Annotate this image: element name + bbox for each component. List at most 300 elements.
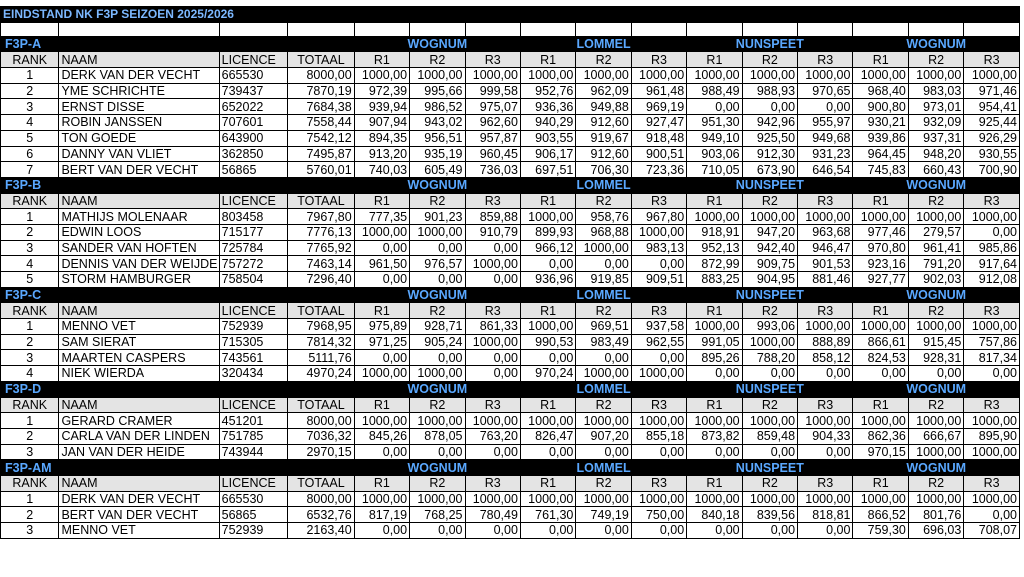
score-cell: 1000,00 <box>853 209 908 225</box>
score-cell: 845,26 <box>354 428 409 444</box>
score-cell: 761,30 <box>520 507 575 523</box>
score-cell: 960,45 <box>465 146 520 162</box>
score-cell: 700,90 <box>964 162 1020 178</box>
score-cell: 839,56 <box>742 507 797 523</box>
score-cell: 0,00 <box>354 272 409 288</box>
score-cell: 872,99 <box>687 256 742 272</box>
score-cell: 970,24 <box>520 366 575 382</box>
score-cell: 1000,00 <box>354 366 409 382</box>
score-cell: 858,12 <box>798 350 853 366</box>
total-cell: 8000,00 <box>288 68 355 84</box>
rank-cell: 2 <box>1 334 59 350</box>
rank-cell: 2 <box>1 428 59 444</box>
rank-cell: 4 <box>1 115 59 131</box>
score-cell: 0,00 <box>964 507 1020 523</box>
rank-cell: 3 <box>1 444 59 460</box>
score-cell: 0,00 <box>520 523 575 539</box>
name-cell: SANDER VAN HOFTEN <box>59 240 219 256</box>
score-cell: 943,02 <box>410 115 465 131</box>
licence-cell: 56865 <box>219 507 288 523</box>
section-header-row <box>1 177 1020 193</box>
score-cell: 878,05 <box>410 428 465 444</box>
score-cell: 917,64 <box>964 256 1020 272</box>
score-cell: 948,20 <box>908 146 963 162</box>
col-header-round: R2 <box>410 475 465 491</box>
score-cell: 972,39 <box>354 83 409 99</box>
score-cell: 952,13 <box>687 240 742 256</box>
licence-cell: 758504 <box>219 272 288 288</box>
score-cell: 937,58 <box>631 319 686 335</box>
name-cell: NIEK WIERDA <box>59 366 219 382</box>
score-cell: 1000,00 <box>964 209 1020 225</box>
score-cell: 1000,00 <box>742 209 797 225</box>
col-header-licence: LICENCE <box>219 397 288 413</box>
score-cell: 951,30 <box>687 115 742 131</box>
venue-label: LOMMEL <box>520 381 686 397</box>
col-header-round: R3 <box>631 303 686 319</box>
score-cell: 666,67 <box>908 428 963 444</box>
score-cell: 1000,00 <box>520 319 575 335</box>
score-cell: 964,45 <box>853 146 908 162</box>
score-cell: 940,29 <box>520 115 575 131</box>
rank-cell: 4 <box>1 366 59 382</box>
page-title: EINDSTAND NK F3P SEIZOEN 2025/2026 <box>1 7 1020 23</box>
col-header-round: R3 <box>798 193 853 209</box>
score-cell: 947,20 <box>742 224 797 240</box>
column-header-row <box>1 475 1020 491</box>
score-cell: 824,53 <box>853 350 908 366</box>
score-cell: 942,96 <box>742 115 797 131</box>
col-header-round: R1 <box>520 397 575 413</box>
total-cell: 8000,00 <box>288 491 355 507</box>
score-cell: 1000,00 <box>964 444 1020 460</box>
score-cell: 923,16 <box>853 256 908 272</box>
table-row <box>1 491 1020 507</box>
score-cell: 909,75 <box>742 256 797 272</box>
col-header-round: R2 <box>576 193 631 209</box>
score-cell: 0,00 <box>631 444 686 460</box>
section-header-row <box>1 36 1020 52</box>
col-header-round: R1 <box>853 193 908 209</box>
col-header-totaal: TOTAAL <box>288 193 355 209</box>
score-cell: 983,13 <box>631 240 686 256</box>
score-cell: 791,20 <box>908 256 963 272</box>
col-header-round: R2 <box>576 52 631 68</box>
score-cell: 0,00 <box>410 240 465 256</box>
total-cell: 7542,12 <box>288 130 355 146</box>
rank-cell: 1 <box>1 319 59 335</box>
name-cell: YME SCHRICHTE <box>59 83 219 99</box>
col-header-round: R3 <box>465 475 520 491</box>
score-cell: 708,07 <box>964 523 1020 539</box>
score-cell: 988,93 <box>742 83 797 99</box>
score-cell: 0,00 <box>410 523 465 539</box>
name-cell: DANNY VAN VLIET <box>59 146 219 162</box>
score-cell: 0,00 <box>576 350 631 366</box>
venue-label: NUNSPEET <box>687 177 853 193</box>
score-cell: 768,25 <box>410 507 465 523</box>
score-cell: 1000,00 <box>687 491 742 507</box>
col-header-round: R3 <box>798 303 853 319</box>
col-header-round: R1 <box>354 475 409 491</box>
score-cell: 962,55 <box>631 334 686 350</box>
score-cell: 905,24 <box>410 334 465 350</box>
score-cell: 988,49 <box>687 83 742 99</box>
section-label: F3P-C <box>1 287 355 303</box>
score-cell: 706,30 <box>576 162 631 178</box>
licence-cell: 707601 <box>219 115 288 131</box>
rank-cell: 3 <box>1 523 59 539</box>
empty-cell <box>631 22 686 36</box>
empty-cell <box>964 22 1020 36</box>
score-cell: 0,00 <box>687 523 742 539</box>
col-header-round: R3 <box>798 52 853 68</box>
venue-label: WOGNUM <box>853 36 1020 52</box>
venue-label: LOMMEL <box>520 460 686 476</box>
col-header-round: R1 <box>354 52 409 68</box>
name-cell: ROBIN JANSSEN <box>59 115 219 131</box>
score-cell: 1000,00 <box>742 413 797 429</box>
score-cell: 995,66 <box>410 83 465 99</box>
score-cell: 1000,00 <box>798 68 853 84</box>
score-cell: 0,00 <box>354 240 409 256</box>
score-cell: 899,93 <box>520 224 575 240</box>
score-cell: 1000,00 <box>798 319 853 335</box>
col-header-naam: NAAM <box>59 52 219 68</box>
score-cell: 902,03 <box>908 272 963 288</box>
licence-cell: 743944 <box>219 444 288 460</box>
col-header-round: R3 <box>465 52 520 68</box>
score-cell: 930,55 <box>964 146 1020 162</box>
score-cell: 1000,00 <box>853 491 908 507</box>
score-cell: 817,19 <box>354 507 409 523</box>
score-cell: 935,19 <box>410 146 465 162</box>
col-header-round: R1 <box>853 52 908 68</box>
col-header-round: R3 <box>465 193 520 209</box>
col-header-round: R1 <box>687 193 742 209</box>
score-cell: 1000,00 <box>964 68 1020 84</box>
score-cell: 939,86 <box>853 130 908 146</box>
licence-cell: 751785 <box>219 428 288 444</box>
score-cell: 0,00 <box>465 444 520 460</box>
total-cell: 4970,24 <box>288 366 355 382</box>
total-cell: 7968,95 <box>288 319 355 335</box>
score-cell: 1000,00 <box>631 366 686 382</box>
score-cell: 1000,00 <box>354 413 409 429</box>
score-cell: 969,51 <box>576 319 631 335</box>
score-cell: 0,00 <box>465 272 520 288</box>
name-cell: DERK VAN DER VECHT <box>59 491 219 507</box>
table-row <box>1 115 1020 131</box>
venue-label: WOGNUM <box>354 287 520 303</box>
total-cell: 2163,40 <box>288 523 355 539</box>
score-cell: 970,80 <box>853 240 908 256</box>
licence-cell: 752939 <box>219 523 288 539</box>
score-cell: 915,45 <box>908 334 963 350</box>
score-cell: 895,90 <box>964 428 1020 444</box>
col-header-round: R1 <box>853 475 908 491</box>
licence-cell: 803458 <box>219 209 288 225</box>
score-cell: 904,95 <box>742 272 797 288</box>
col-header-totaal: TOTAAL <box>288 303 355 319</box>
licence-cell: 739437 <box>219 83 288 99</box>
venue-label: NUNSPEET <box>687 287 853 303</box>
name-cell: MENNO VET <box>59 319 219 335</box>
col-header-round: R1 <box>687 303 742 319</box>
col-header-round: R2 <box>908 475 963 491</box>
col-header-round: R3 <box>631 397 686 413</box>
name-cell: MENNO VET <box>59 523 219 539</box>
col-header-round: R3 <box>964 193 1020 209</box>
score-cell: 970,65 <box>798 83 853 99</box>
col-header-round: R2 <box>410 397 465 413</box>
col-header-round: R2 <box>742 193 797 209</box>
score-cell: 1000,00 <box>798 209 853 225</box>
name-cell: STORM HAMBURGER <box>59 272 219 288</box>
col-header-round: R2 <box>410 193 465 209</box>
score-cell: 859,48 <box>742 428 797 444</box>
total-cell: 7870,19 <box>288 83 355 99</box>
score-cell: 1000,00 <box>964 491 1020 507</box>
col-header-round: R1 <box>354 397 409 413</box>
col-header-round: R1 <box>520 52 575 68</box>
score-cell: 1000,00 <box>354 491 409 507</box>
col-header-round: R1 <box>520 303 575 319</box>
score-cell: 907,94 <box>354 115 409 131</box>
score-cell: 660,43 <box>908 162 963 178</box>
score-cell: 1000,00 <box>853 319 908 335</box>
score-cell: 1000,00 <box>798 491 853 507</box>
score-cell: 957,87 <box>465 130 520 146</box>
score-cell: 930,21 <box>853 115 908 131</box>
score-cell: 906,17 <box>520 146 575 162</box>
rank-cell: 2 <box>1 507 59 523</box>
score-cell: 970,15 <box>853 444 908 460</box>
table-row <box>1 224 1020 240</box>
score-cell: 750,00 <box>631 507 686 523</box>
score-cell: 0,00 <box>687 444 742 460</box>
score-cell: 1000,00 <box>908 491 963 507</box>
col-header-naam: NAAM <box>59 193 219 209</box>
total-cell: 7296,40 <box>288 272 355 288</box>
score-cell: 0,00 <box>465 366 520 382</box>
score-cell: 961,41 <box>908 240 963 256</box>
score-cell: 1000,00 <box>576 366 631 382</box>
table-row <box>1 507 1020 523</box>
score-cell: 0,00 <box>908 366 963 382</box>
venue-label: WOGNUM <box>354 36 520 52</box>
col-header-round: R2 <box>908 52 963 68</box>
col-header-round: R3 <box>631 193 686 209</box>
total-cell: 7463,14 <box>288 256 355 272</box>
rank-cell: 3 <box>1 240 59 256</box>
licence-cell: 665530 <box>219 68 288 84</box>
title-row <box>1 7 1020 23</box>
empty-cell <box>1 22 59 36</box>
score-cell: 1000,00 <box>576 68 631 84</box>
score-cell: 0,00 <box>576 256 631 272</box>
score-cell: 0,00 <box>742 99 797 115</box>
col-header-round: R3 <box>964 475 1020 491</box>
score-cell: 745,83 <box>853 162 908 178</box>
total-cell: 7967,80 <box>288 209 355 225</box>
col-header-licence: LICENCE <box>219 303 288 319</box>
score-cell: 0,00 <box>964 224 1020 240</box>
score-cell: 956,51 <box>410 130 465 146</box>
score-cell: 873,82 <box>687 428 742 444</box>
col-header-round: R2 <box>742 303 797 319</box>
score-cell: 1000,00 <box>410 224 465 240</box>
score-cell: 983,03 <box>908 83 963 99</box>
total-cell: 5111,76 <box>288 350 355 366</box>
score-cell: 927,47 <box>631 115 686 131</box>
name-cell: TON GOEDE <box>59 130 219 146</box>
score-cell: 1000,00 <box>687 68 742 84</box>
table-row <box>1 350 1020 366</box>
rank-cell: 4 <box>1 256 59 272</box>
score-cell: 971,25 <box>354 334 409 350</box>
total-cell: 7765,92 <box>288 240 355 256</box>
col-header-rank: RANK <box>1 52 59 68</box>
score-cell: 696,03 <box>908 523 963 539</box>
score-cell: 0,00 <box>465 350 520 366</box>
col-header-round: R3 <box>964 303 1020 319</box>
score-cell: 925,50 <box>742 130 797 146</box>
col-header-licence: LICENCE <box>219 193 288 209</box>
score-cell: 936,36 <box>520 99 575 115</box>
column-header-row <box>1 52 1020 68</box>
score-cell: 900,80 <box>853 99 908 115</box>
score-cell: 0,00 <box>742 366 797 382</box>
empty-cell <box>410 22 465 36</box>
score-cell: 1000,00 <box>908 209 963 225</box>
col-header-round: R1 <box>520 475 575 491</box>
score-cell: 971,46 <box>964 83 1020 99</box>
col-header-round: R3 <box>631 475 686 491</box>
name-cell: GERARD CRAMER <box>59 413 219 429</box>
score-cell: 861,33 <box>465 319 520 335</box>
score-cell: 958,76 <box>576 209 631 225</box>
rank-cell: 3 <box>1 350 59 366</box>
col-header-round: R3 <box>798 475 853 491</box>
score-cell: 826,47 <box>520 428 575 444</box>
venue-label: NUNSPEET <box>687 381 853 397</box>
col-header-round: R1 <box>853 303 908 319</box>
score-cell: 903,55 <box>520 130 575 146</box>
score-cell: 990,53 <box>520 334 575 350</box>
name-cell: CARLA VAN DER LINDEN <box>59 428 219 444</box>
section-label: F3P-B <box>1 177 355 193</box>
score-cell: 962,60 <box>465 115 520 131</box>
score-cell: 1000,00 <box>631 491 686 507</box>
name-cell: SAM SIERAT <box>59 334 219 350</box>
column-header-row <box>1 193 1020 209</box>
licence-cell: 56865 <box>219 162 288 178</box>
rank-cell: 3 <box>1 99 59 115</box>
venue-label: NUNSPEET <box>687 36 853 52</box>
empty-cell <box>853 22 908 36</box>
score-cell: 1000,00 <box>410 366 465 382</box>
empty-cell <box>908 22 963 36</box>
score-cell: 840,18 <box>687 507 742 523</box>
score-cell: 909,51 <box>631 272 686 288</box>
empty-cell <box>354 22 409 36</box>
score-cell: 912,08 <box>964 272 1020 288</box>
table-row <box>1 240 1020 256</box>
total-cell: 7036,32 <box>288 428 355 444</box>
score-cell: 967,80 <box>631 209 686 225</box>
score-cell: 0,00 <box>798 99 853 115</box>
col-header-round: R1 <box>853 397 908 413</box>
score-cell: 977,46 <box>853 224 908 240</box>
score-cell: 1000,00 <box>964 413 1020 429</box>
col-header-round: R2 <box>410 303 465 319</box>
score-cell: 817,34 <box>964 350 1020 366</box>
rank-cell: 1 <box>1 68 59 84</box>
score-cell: 757,86 <box>964 334 1020 350</box>
standings-table <box>0 6 1020 539</box>
score-cell: 931,23 <box>798 146 853 162</box>
section-header-row <box>1 381 1020 397</box>
score-cell: 859,88 <box>465 209 520 225</box>
name-cell: JAN VAN DER HEIDE <box>59 444 219 460</box>
score-cell: 900,51 <box>631 146 686 162</box>
score-cell: 0,00 <box>687 99 742 115</box>
score-cell: 928,71 <box>410 319 465 335</box>
score-cell: 1000,00 <box>798 413 853 429</box>
score-cell: 901,53 <box>798 256 853 272</box>
score-cell: 0,00 <box>798 523 853 539</box>
score-cell: 1000,00 <box>354 68 409 84</box>
score-cell: 894,35 <box>354 130 409 146</box>
score-cell: 862,36 <box>853 428 908 444</box>
col-header-naam: NAAM <box>59 397 219 413</box>
score-cell: 0,00 <box>576 444 631 460</box>
score-cell: 969,19 <box>631 99 686 115</box>
score-cell: 973,01 <box>908 99 963 115</box>
score-cell: 1000,00 <box>631 68 686 84</box>
table-row <box>1 319 1020 335</box>
score-cell: 1000,00 <box>465 256 520 272</box>
score-cell: 966,12 <box>520 240 575 256</box>
empty-cell <box>798 22 853 36</box>
score-cell: 1000,00 <box>687 319 742 335</box>
col-header-totaal: TOTAAL <box>288 397 355 413</box>
table-row <box>1 68 1020 84</box>
table-row <box>1 146 1020 162</box>
score-cell: 1000,00 <box>631 413 686 429</box>
section-label: F3P-AM <box>1 460 355 476</box>
score-cell: 605,49 <box>410 162 465 178</box>
score-cell: 952,76 <box>520 83 575 99</box>
col-header-round: R3 <box>631 52 686 68</box>
col-header-round: R3 <box>964 397 1020 413</box>
score-cell: 1000,00 <box>908 444 963 460</box>
score-cell: 942,40 <box>742 240 797 256</box>
column-header-row <box>1 303 1020 319</box>
licence-cell: 320434 <box>219 366 288 382</box>
total-cell: 8000,00 <box>288 413 355 429</box>
score-cell: 710,05 <box>687 162 742 178</box>
col-header-round: R2 <box>576 475 631 491</box>
score-cell: 904,33 <box>798 428 853 444</box>
col-header-round: R2 <box>742 475 797 491</box>
score-cell: 1000,00 <box>908 319 963 335</box>
score-cell: 1000,00 <box>742 334 797 350</box>
score-cell: 913,20 <box>354 146 409 162</box>
score-cell: 918,48 <box>631 130 686 146</box>
score-cell: 1000,00 <box>576 491 631 507</box>
